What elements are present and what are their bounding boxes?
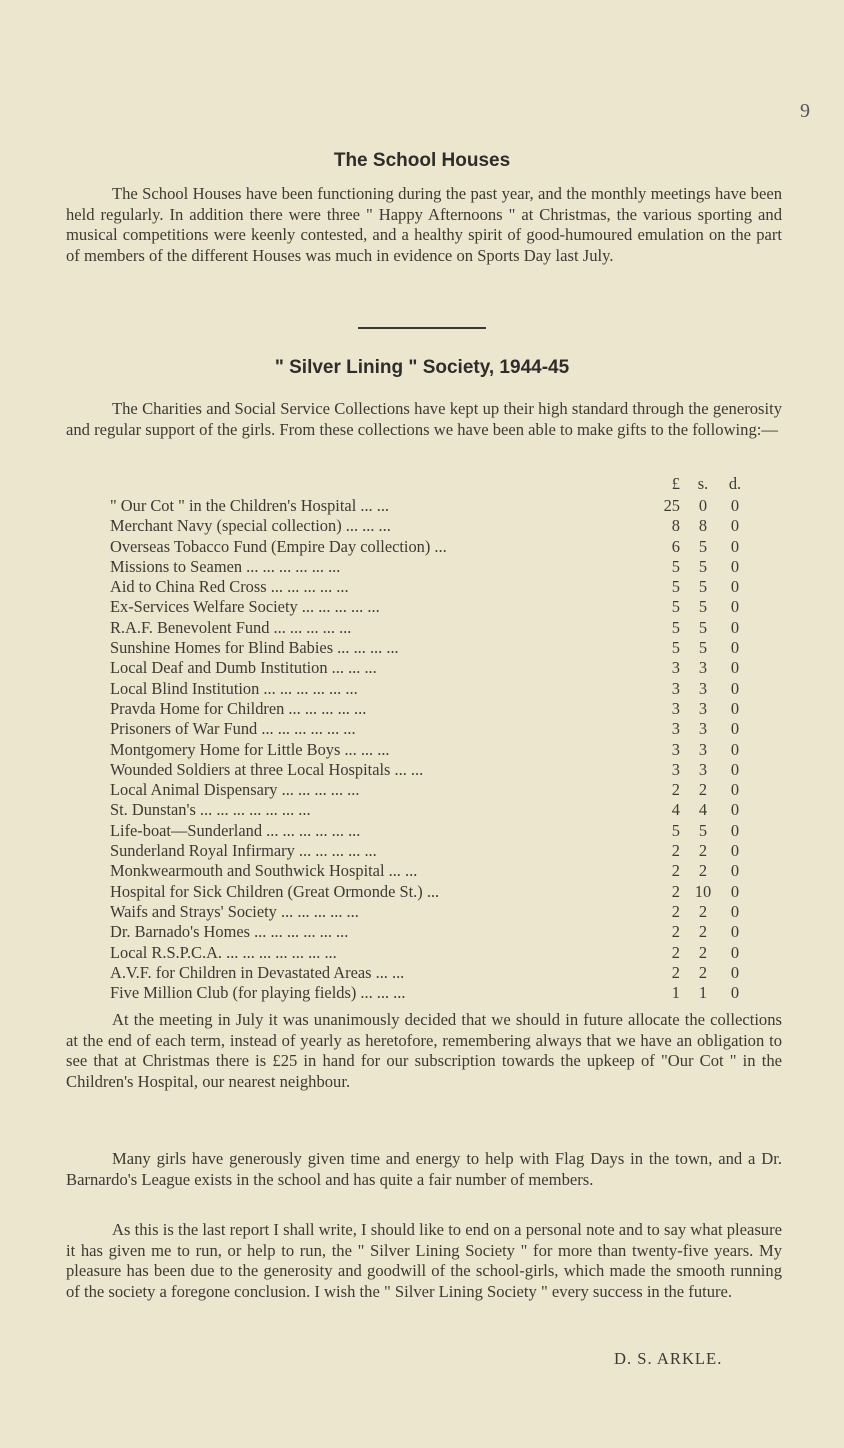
pence-value: 0 <box>730 780 740 800</box>
donation-name: Hospital for Sick Children (Great Ormonde St.) ... <box>110 881 440 901</box>
table-row <box>110 496 750 516</box>
closing-paragraph: As this is the last report I shall write, I should like to end on a personal note and to say what pleasure it has given me to run, or help to run, the " Silver Lining Society " for more than twenty-five years. My pleasure has been due to the generosity and goodwill of the school-girls, which made the smooth running of the society a foregone conclusion. I wish the " Silver Lining Society " every success in the future. <box>66 1220 782 1301</box>
pence-value: 0 <box>730 800 740 820</box>
shillings-value: 3 <box>698 698 708 718</box>
section-title-school-houses: The School Houses <box>333 150 511 171</box>
pounds-value: 5 <box>671 638 680 658</box>
page-number: 9 <box>800 100 810 122</box>
table-row <box>110 740 750 760</box>
shillings-header: s. <box>697 474 709 493</box>
pence-value: 0 <box>730 536 740 556</box>
pounds-value: 3 <box>671 658 680 678</box>
table-row <box>110 679 750 699</box>
shillings-value: 2 <box>698 780 708 800</box>
table-row <box>110 922 750 942</box>
table-row <box>110 841 750 861</box>
shillings-value: 5 <box>698 556 708 576</box>
donation-name: Ex-Services Welfare Society ... ... ... ... ... <box>110 597 380 617</box>
donation-name: Prisoners of War Fund ... ... ... ... ... ... <box>110 719 356 739</box>
table-row <box>110 882 750 902</box>
table-row <box>110 537 750 557</box>
pounds-value: 25 <box>663 496 680 515</box>
donation-name: St. Dunstan's ... ... ... ... ... ... ... <box>110 800 311 820</box>
pence-value: 0 <box>730 922 740 942</box>
donation-name: A.V.F. for Children in Devastated Areas ... ... <box>110 962 405 982</box>
pounds-value: 2 <box>671 780 680 800</box>
pounds-value: 5 <box>671 820 680 840</box>
pounds-value: 2 <box>671 881 680 901</box>
shillings-value: 5 <box>698 617 708 637</box>
pence-value: 0 <box>730 577 740 597</box>
shillings-value: 10 <box>694 881 712 901</box>
pence-value: 0 <box>730 962 740 982</box>
section-divider <box>358 327 486 329</box>
signature: D. S. ARKLE. <box>614 1349 723 1368</box>
pence-value: 0 <box>730 638 740 658</box>
pounds-value: 5 <box>671 617 680 637</box>
pence-value: 0 <box>730 759 740 779</box>
donation-name: Local Animal Dispensary ... ... ... ... ... <box>110 780 360 800</box>
pounds-value: 3 <box>671 759 680 779</box>
donation-name: Pravda Home for Children ... ... ... ... ... <box>110 698 367 718</box>
pence-value: 0 <box>730 841 740 861</box>
shillings-value: 2 <box>698 962 708 982</box>
shillings-value: 5 <box>698 820 708 840</box>
pounds-value: 5 <box>671 556 680 576</box>
shillings-value: 2 <box>698 901 708 921</box>
pence-value: 0 <box>730 983 740 1003</box>
donations-table <box>110 474 750 1003</box>
table-row <box>110 618 750 638</box>
pence-value: 0 <box>730 516 740 536</box>
table-row <box>110 699 750 719</box>
pence-value: 0 <box>730 719 740 739</box>
pence-value: 0 <box>730 496 740 515</box>
pence-value: 0 <box>730 556 740 576</box>
table-header <box>110 474 750 496</box>
pence-value: 0 <box>730 678 740 698</box>
table-row <box>110 760 750 780</box>
table-row <box>110 800 750 820</box>
pounds-value: 5 <box>671 577 680 597</box>
pounds-value: 3 <box>671 719 680 739</box>
table-row <box>110 902 750 922</box>
shillings-value: 0 <box>698 496 708 515</box>
donation-name: Local Deaf and Dumb Institution ... ... ... <box>110 658 377 678</box>
shillings-value: 3 <box>698 719 708 739</box>
silver-lining-intro: The Charities and Social Service Collections have kept up their high standard through the generosity and regular support of the girls. From these collections we have been able to make gifts to the following:— <box>66 399 782 439</box>
donation-name: Life-boat—Sunderland ... ... ... ... ... ... <box>110 820 361 840</box>
shillings-value: 3 <box>698 678 708 698</box>
pence-value: 0 <box>730 942 740 962</box>
pounds-value: 2 <box>671 942 680 962</box>
donation-name: Sunshine Homes for Blind Babies ... ... ... ... <box>110 638 399 658</box>
pounds-value: 2 <box>671 901 680 921</box>
pounds-value: 3 <box>671 678 680 698</box>
donation-name: Local Blind Institution ... ... ... ... ... ... <box>110 678 358 698</box>
table-row <box>110 821 750 841</box>
pounds-value: 2 <box>671 922 680 942</box>
shillings-value: 5 <box>698 597 708 617</box>
pounds-value: 6 <box>671 536 680 556</box>
table-row <box>110 658 750 678</box>
shillings-value: 8 <box>698 516 708 536</box>
table-row <box>110 719 750 739</box>
pence-value: 0 <box>730 739 740 759</box>
section-title-silver-lining: " Silver Lining " Society, 1944-45 <box>274 357 570 378</box>
pence-value: 0 <box>730 881 740 901</box>
table-row <box>110 577 750 597</box>
donation-name: Local R.S.P.C.A. ... ... ... ... ... ... ... <box>110 942 337 962</box>
donation-name: Merchant Navy (special collection) ... ... ... <box>110 516 391 536</box>
pence-value: 0 <box>730 861 740 881</box>
shillings-value: 3 <box>698 739 708 759</box>
pounds-value: 5 <box>671 597 680 617</box>
pence-value: 0 <box>730 617 740 637</box>
table-row <box>110 983 750 1003</box>
table-row <box>110 597 750 617</box>
donation-name: Waifs and Strays' Society ... ... ... ... ... <box>110 901 359 921</box>
table-row <box>110 780 750 800</box>
donation-name: Overseas Tobacco Fund (Empire Day collection) ... <box>110 536 447 556</box>
pence-value: 0 <box>730 658 740 678</box>
pounds-value: 4 <box>671 800 680 820</box>
table-row <box>110 516 750 536</box>
shillings-value: 5 <box>698 577 708 597</box>
pence-value: 0 <box>730 597 740 617</box>
shillings-value: 3 <box>698 759 708 779</box>
shillings-value: 4 <box>698 800 708 820</box>
shillings-value: 1 <box>698 983 708 1003</box>
donation-name: Sunderland Royal Infirmary ... ... ... ... ... <box>110 841 377 861</box>
pounds-value: 3 <box>671 698 680 718</box>
shillings-value: 2 <box>698 922 708 942</box>
shillings-value: 5 <box>698 536 708 556</box>
pounds-value: 2 <box>671 861 680 881</box>
donation-name: Aid to China Red Cross ... ... ... ... ... <box>110 577 349 597</box>
pounds-header: £ <box>671 474 680 493</box>
table-row <box>110 557 750 577</box>
donation-name: Missions to Seamen ... ... ... ... ... ... <box>110 556 341 576</box>
pounds-value: 3 <box>671 739 680 759</box>
shillings-value: 5 <box>698 638 708 658</box>
shillings-value: 2 <box>698 841 708 861</box>
donation-name: " Our Cot " in the Children's Hospital ... ... <box>110 496 390 515</box>
pence-header: d. <box>728 474 742 493</box>
pence-value: 0 <box>730 901 740 921</box>
meeting-paragraph: At the meeting in July it was unanimously decided that we should in future allocate the collections at the end of each term, instead of yearly as heretofore, remembering always that we have an obligation to see that at Christmas there is £25 in hand for our subscription towards the upkeep of "Our Cot " in the Children's Hospital, our nearest neighbour. <box>66 1010 782 1091</box>
school-houses-paragraph: The School Houses have been functioning during the past year, and the monthly meetings have been held regularly. In addition there were three " Happy Afternoons " at Christmas, the various sporting and musical competitions were keenly contested, and a healthy spirit of good-humoured emulation on the part of members of the different Houses was much in evidence on Sports Day last July. <box>66 184 782 265</box>
donation-name: Montgomery Home for Little Boys ... ... ... <box>110 739 390 759</box>
donation-name: Wounded Soldiers at three Local Hospitals ... ... <box>110 759 424 779</box>
pounds-value: 1 <box>671 983 680 1003</box>
donation-name: Five Million Club (for playing fields) ... ... ... <box>110 983 406 1003</box>
donation-name: Dr. Barnado's Homes ... ... ... ... ... ... <box>110 922 349 942</box>
table-row <box>110 943 750 963</box>
pence-value: 0 <box>730 698 740 718</box>
pounds-value: 2 <box>671 841 680 861</box>
pounds-value: 2 <box>671 962 680 982</box>
shillings-value: 2 <box>698 942 708 962</box>
flag-days-paragraph: Many girls have generously given time and energy to help with Flag Days in the town, and a Dr. Barnardo's League exists in the school and has quite a fair number of members. <box>66 1149 782 1189</box>
table-row <box>110 963 750 983</box>
shillings-value: 2 <box>698 861 708 881</box>
shillings-value: 3 <box>698 658 708 678</box>
table-row <box>110 638 750 658</box>
pence-value: 0 <box>730 820 740 840</box>
donation-name: R.A.F. Benevolent Fund ... ... ... ... ... <box>110 617 352 637</box>
donation-name: Monkwearmouth and Southwick Hospital ... ... <box>110 861 418 881</box>
table-row <box>110 861 750 881</box>
pounds-value: 8 <box>671 516 680 536</box>
